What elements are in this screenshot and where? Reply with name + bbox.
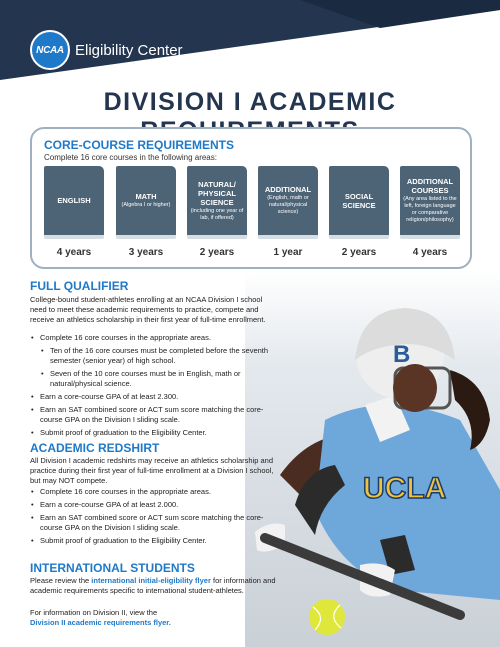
international-paragraph (30, 576, 280, 596)
division-ii-flyer-link[interactable]: Division II academic requirements flyer. (30, 618, 171, 627)
course-book-science (187, 166, 247, 239)
division-ii-paragraph (30, 608, 280, 628)
list-item: • Seven of the 10 core courses must be in English, math or natural/physical science. (40, 369, 285, 389)
ncaa-logo[interactable] (30, 30, 183, 70)
academic-redshirt-heading: ACADEMIC REDSHIRT (30, 441, 160, 455)
course-book-english (44, 166, 104, 239)
page-title: DIVISION I ACADEMIC (103, 88, 397, 116)
course-years: 4 years (412, 247, 448, 258)
eligibility-center-label: Eligibility Center (75, 41, 183, 59)
division-ii-text-pre: For information on Division II, view the (30, 608, 158, 617)
academic-redshirt-intro: All Division I academic redshirts may receive an athletics scholarship and practice during their first year of full-time enrollment at a Division I school, but may NOT compete. (30, 456, 274, 485)
course-book-additional-courses (400, 166, 460, 239)
course-detail: (including one year of lab, if offered) (190, 207, 244, 221)
full-qualifier-intro: College-bound student-athletes enrolling at an NCAA Division I school need to meet these academic requirements to practice, compete and receive an athletics scholarship in their first year of full-time enrollment. (30, 295, 266, 324)
ncaa-logo-mark: NCAA (30, 30, 70, 70)
list-item: • Submit proof of graduation to the Eligibility Center. (30, 428, 285, 438)
academic-redshirt-list (30, 487, 285, 549)
course-name: ENGLISH (57, 196, 91, 205)
course-detail: (Any area listed to the left, foreign language or comparative religion/philosophy) (403, 196, 457, 223)
course-book-math (116, 166, 176, 239)
list-item: • Complete 16 core courses in the appropriate areas. (30, 333, 285, 343)
international-text-pre: Please review the (30, 576, 90, 585)
list-item: • Submit proof of graduation to the Eligibility Center. (30, 536, 285, 546)
course-years: 2 years (341, 247, 377, 258)
full-qualifier-heading: FULL QUALIFIER (30, 279, 129, 293)
jersey-lettering: UCLA (363, 472, 447, 505)
course-years: 1 year (273, 247, 303, 258)
course-name: ADDITIONAL (264, 185, 312, 194)
international-students-heading: INTERNATIONAL STUDENTS (30, 561, 195, 575)
international-flyer-link[interactable]: international initial-eligibility flyer (91, 576, 211, 585)
course-years: 2 years (199, 247, 235, 258)
list-item: • Ten of the 16 core courses must be completed before the seventh semester (senior year) of high school. (40, 346, 285, 366)
course-detail: (Algebra I or higher) (121, 202, 171, 208)
list-item: • Earn an SAT combined score or ACT sum score matching the core-course GPA on the Division I sliding scale. (30, 405, 285, 425)
international-text-post: for information and academic requirements specific to international student-athletes. (30, 576, 276, 595)
course-years: 3 years (128, 247, 164, 258)
list-item: • Earn a core-course GPA of at least 2.300. (30, 392, 285, 402)
course-detail: (English, math or natural/physical science) (267, 195, 309, 215)
list-item: • Complete 16 core courses in the appropriate areas. (30, 487, 285, 497)
course-years: 4 years (56, 247, 92, 258)
full-qualifier-list (30, 333, 285, 441)
core-course-box (30, 127, 472, 269)
course-name: NATURAL/ PHYSICAL SCIENCE (198, 179, 236, 207)
core-course-heading: CORE-COURSE REQUIREMENTS (44, 138, 235, 152)
course-name: ADDITIONAL COURSES (406, 177, 454, 195)
core-course-subheading: Complete 16 core courses in the following areas: (44, 153, 217, 162)
course-name: SOCIAL SCIENCE (342, 191, 376, 210)
course-book-additional (258, 166, 318, 239)
header-banner (0, 0, 500, 80)
list-item: • Earn a core-course GPA of at least 2.000. (30, 500, 285, 510)
course-book-social-science (329, 166, 389, 239)
course-name: MATH (135, 192, 157, 201)
list-item: • Earn an SAT combined score or ACT sum score matching the core-course GPA on the Division I sliding scale. (30, 513, 285, 533)
softball-player-photo (245, 270, 500, 647)
helmet-logo: B (393, 341, 411, 368)
